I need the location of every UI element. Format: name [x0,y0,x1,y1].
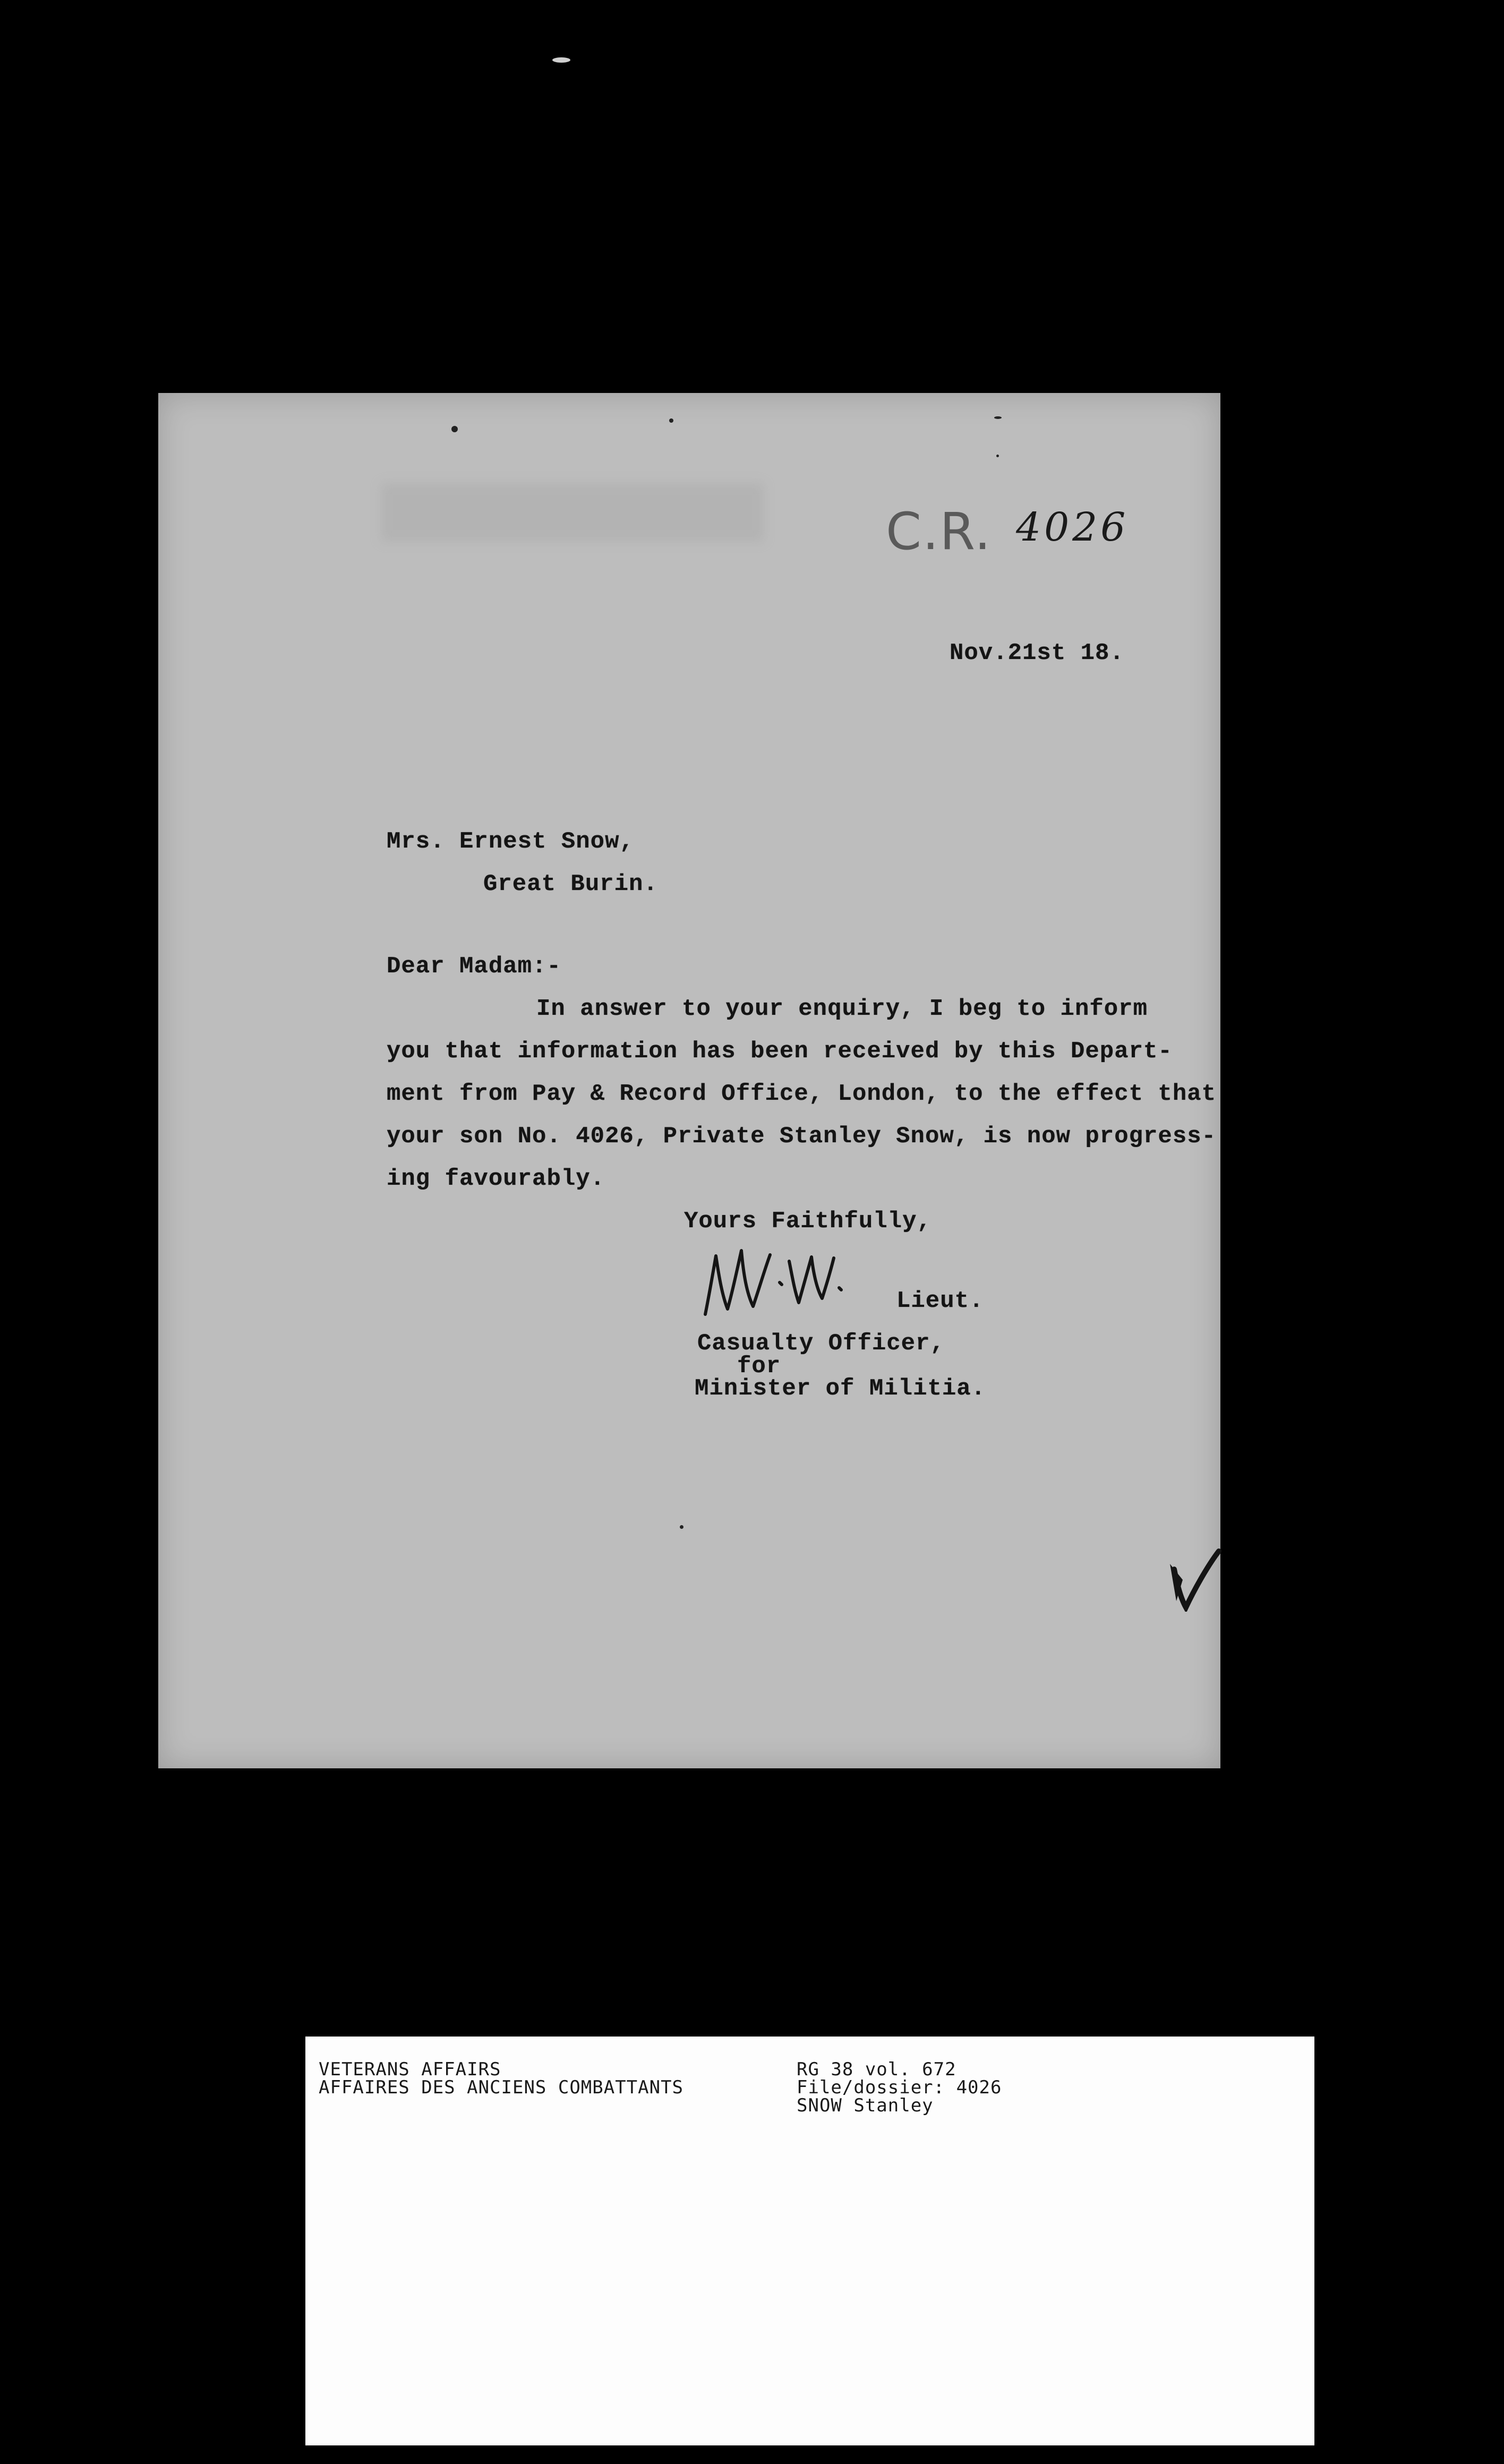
scan-speck [552,57,570,63]
archive-label [305,2037,1314,2445]
label-department-en: VETERANS AFFAIRS [319,2059,501,2080]
salutation: Dear Madam:- [387,953,561,980]
signer-title: Casualty Officer, [697,1330,945,1357]
body-line: ment from Pay & Record Office, London, to the effect that [387,1081,1217,1107]
signature [695,1245,854,1320]
scan-mark [451,426,458,432]
letter-date: Nov.21st 18. [950,640,1124,666]
signer-for: for [737,1353,781,1380]
recipient-place: Great Burin. [483,871,658,897]
body-line: your son No. 4026, Private Stanley Snow, is now progress- [387,1123,1217,1150]
scan-mark [680,1525,683,1529]
label-subject-name: SNOW Stanley [797,2095,934,2116]
closing: Yours Faithfully, [684,1208,932,1235]
scan-mark [996,455,999,457]
body-line: you that information has been received by this Depart- [387,1038,1173,1065]
signer-ministry: Minister of Militia. [695,1375,986,1402]
label-record-group: RG 38 vol. 672 [797,2059,956,2080]
label-department-fr: AFFAIRES DES ANCIENS COMBATTANTS [319,2077,684,2098]
label-file-number: File/dossier: 4026 [797,2077,1002,2098]
faint-stamp [381,483,764,542]
body-line: In answer to your enquiry, I beg to inform [536,996,1148,1022]
file-stamp: C.R. [886,502,992,561]
recipient-name: Mrs. Ernest Snow, [387,828,634,855]
body-line: ing favourably. [387,1166,605,1192]
letter-page [158,393,1220,1768]
check-mark-icon [1165,1548,1223,1612]
scan-mark [994,416,1002,419]
file-number-handwritten: 4026 [1016,504,1129,550]
signer-rank: Lieut. [896,1288,984,1314]
scan-mark [669,418,673,423]
